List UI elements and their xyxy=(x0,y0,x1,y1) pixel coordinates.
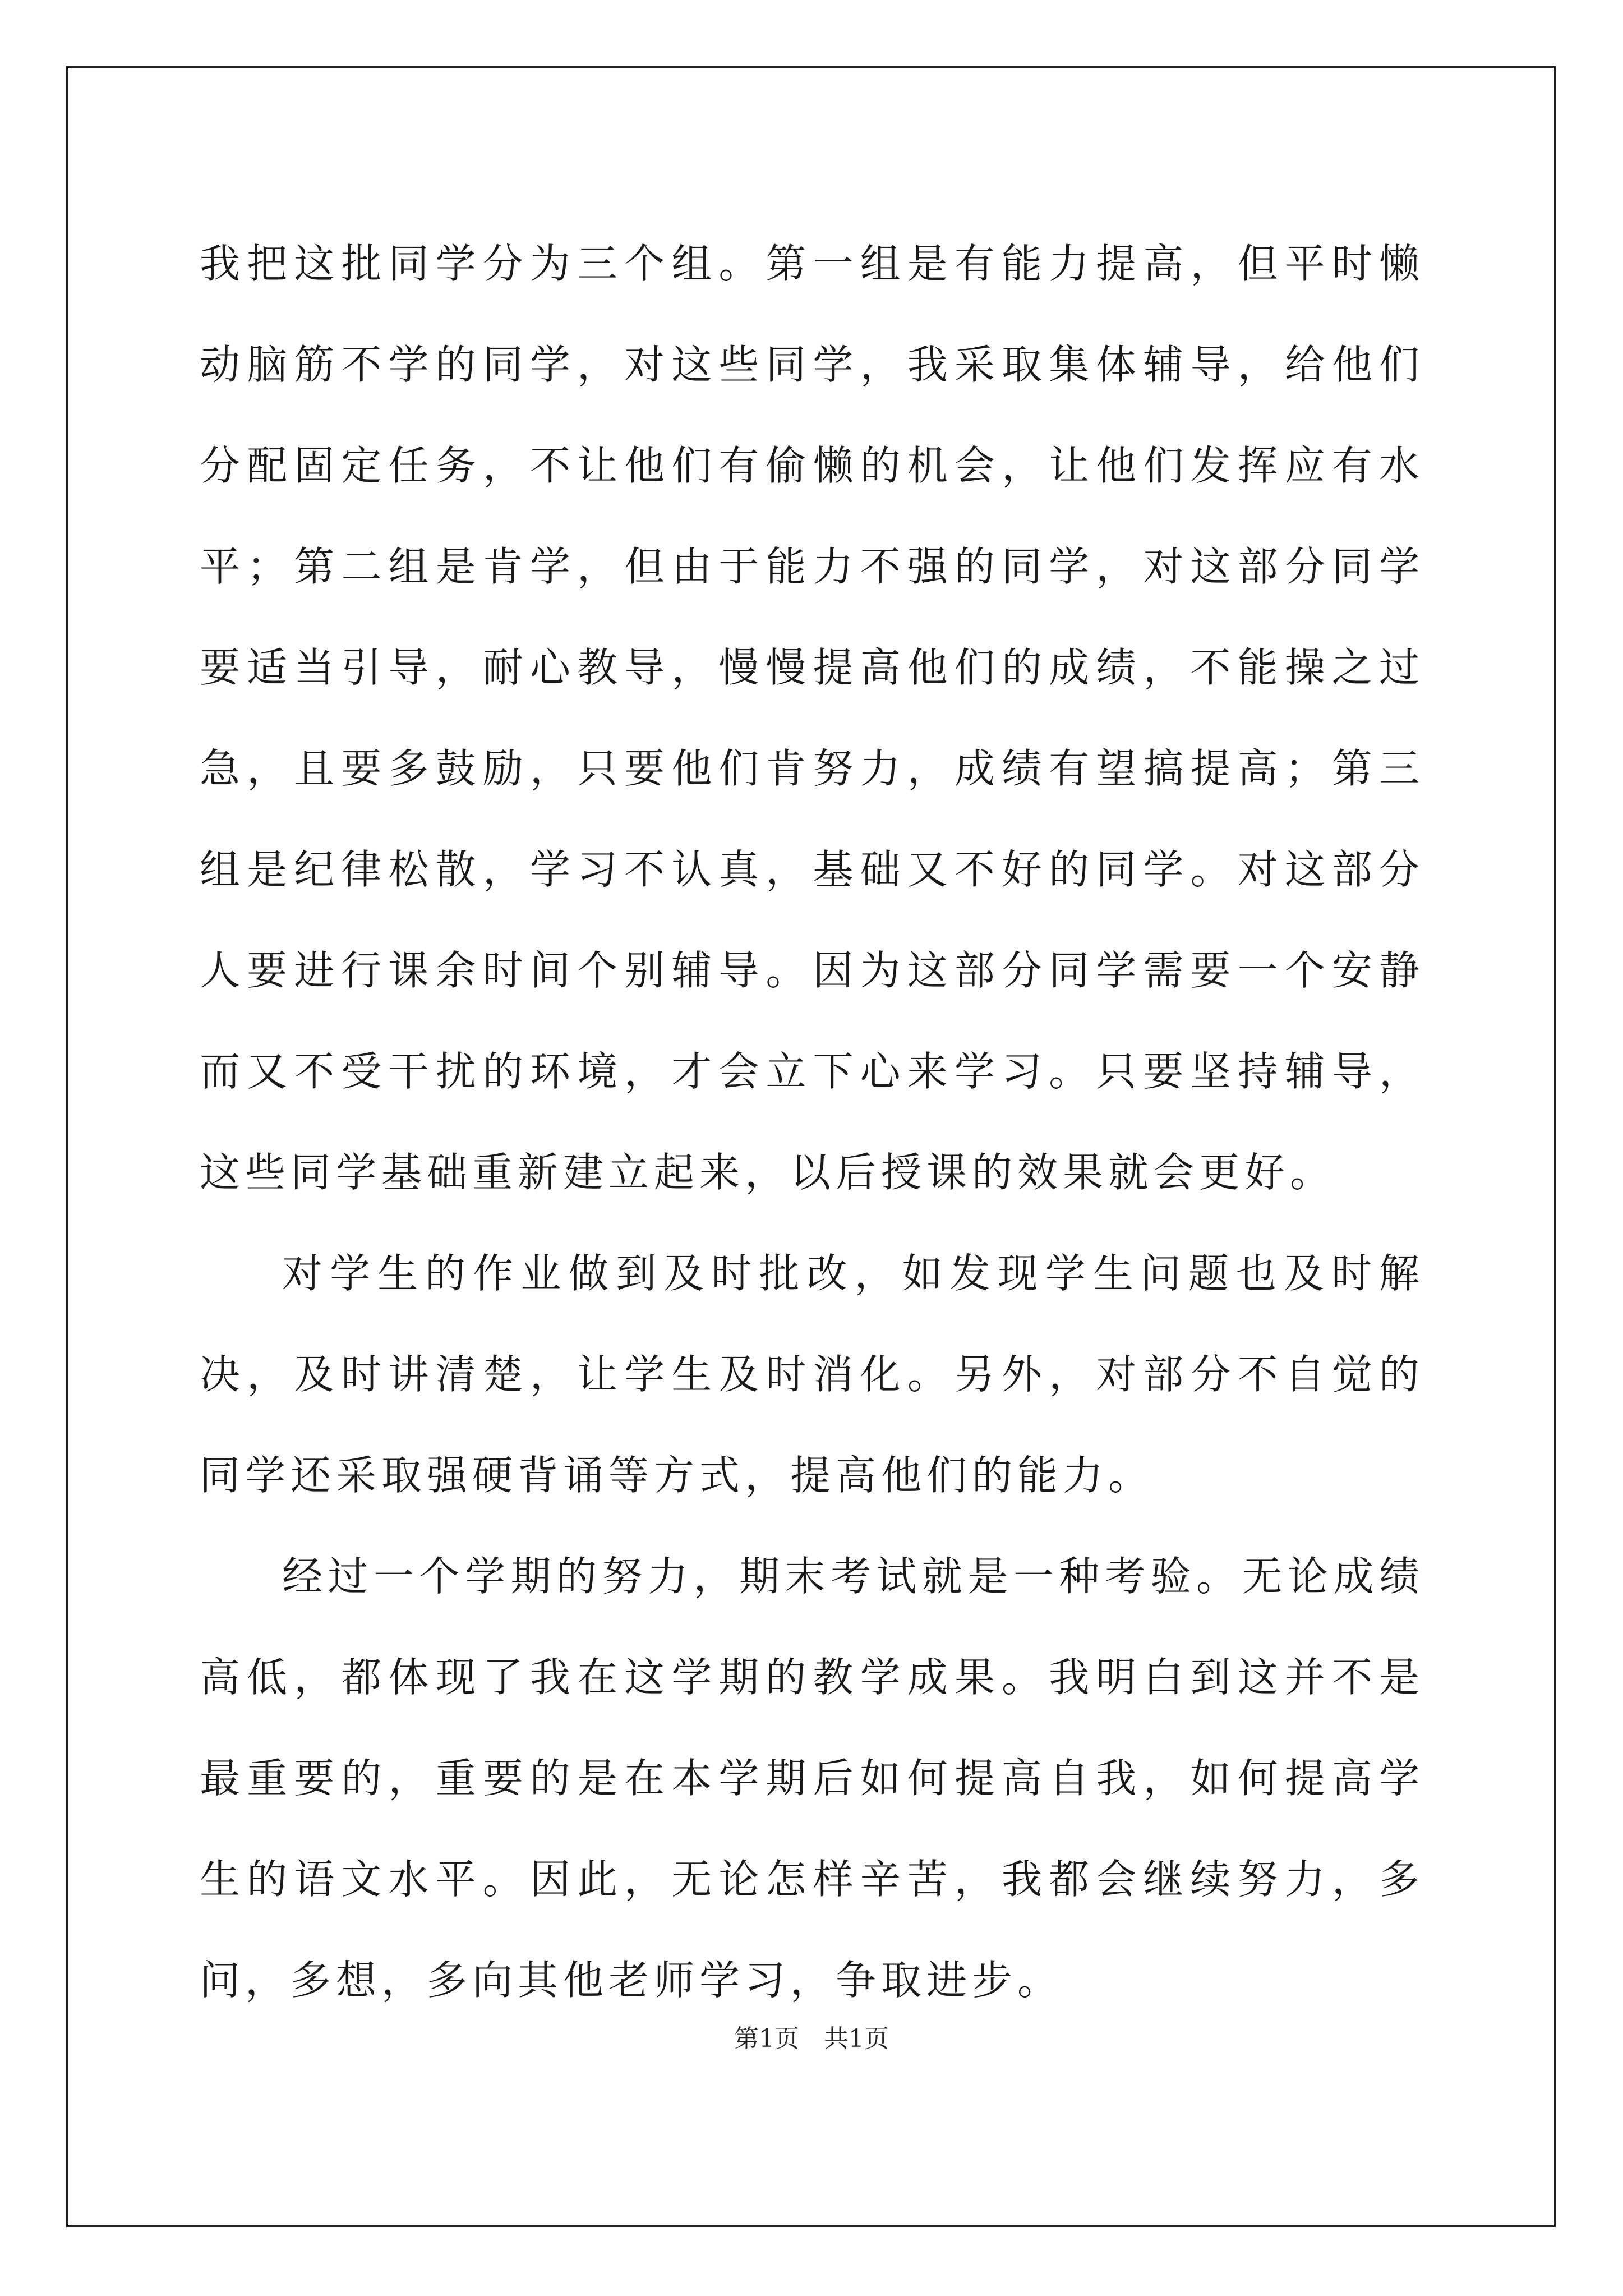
page-number-footer: 第1页 共1页 xyxy=(734,2024,889,2053)
paragraph-2: 对学生的作业做到及时批改，如发现学生问题也及时解决，及时讲清楚，让学生及时消化。另外，对部分不自觉的同学还采取强硬背诵等方式，提高他们的能力。 xyxy=(200,1250,1424,1499)
paragraph-3: 经过一个学期的努力，期末考试就是一种考验。无论成绩高低，都体现了我在这学期的教学成果。我明白到这并不是最重要的，重要的是在本学期后如何提高自我，如何提高学生的语文水平。因此，无论怎样辛苦，我都会继续努力，多问，多想，多向其他老师学习，争取进步。 xyxy=(200,1553,1424,2004)
paragraph-1: 我把这批同学分为三个组。第一组是有能力提高，但平时懒动脑筋不学的同学，对这些同学，我采取集体辅导，给他们分配固定任务，不让他们有偷懒的机会，让他们发挥应有水平；第二组是肯学，但由于能力不强的同学，对这部分同学要适当引导，耐心教导，慢慢提高他们的成绩，不能操之过急，且要多鼓励，只要他们肯努力，成绩有望搞提高；第三组是纪律松散，学习不认真，基础又不好的同学。对这部分人要进行课余时间个别辅导。因为这部分同学需要一个安静而又不受干扰的环境，才会立下心来学习。只要坚持辅导，这些同学基础重新建立起来，以后授课的效果就会更好。 xyxy=(200,240,1424,1196)
document-body xyxy=(200,213,1424,2031)
